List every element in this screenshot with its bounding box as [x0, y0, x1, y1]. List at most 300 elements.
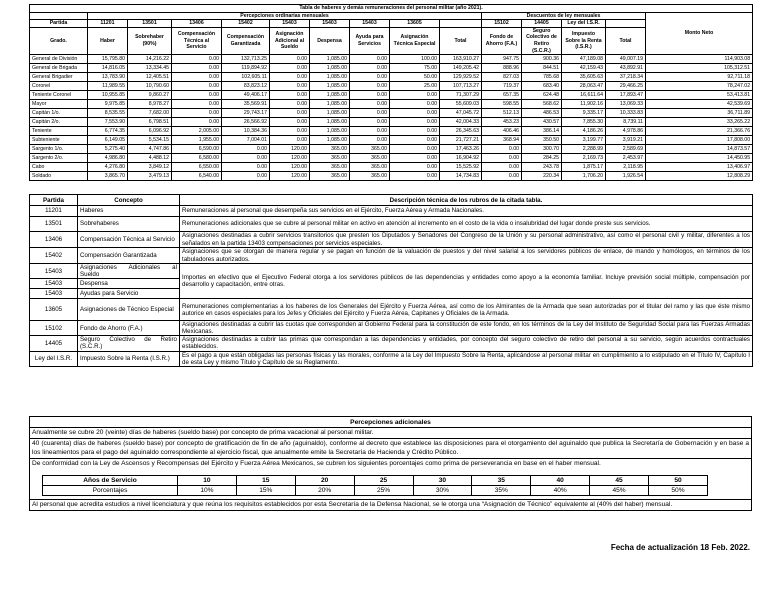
amount-cell: 1,085.00: [310, 64, 350, 73]
description-row: [30, 264, 753, 279]
partida-cell: 15403: [30, 289, 78, 299]
amount-cell: 0.00: [270, 55, 310, 64]
amount-cell: 0.00: [390, 163, 440, 172]
amount-cell: 3,479.13: [128, 172, 172, 181]
amount-cell: 430.57: [522, 118, 562, 127]
col-header-seguro: Seguro Colectivo de Retiro (S.C.R.): [522, 27, 562, 54]
concept-cell: Asignaciones Adicionales al Sueldo: [78, 264, 180, 279]
table-row: [30, 55, 753, 64]
grade-cell: General de Brigada: [30, 64, 88, 73]
amount-cell: 29,743.17: [222, 109, 270, 118]
amount-cell: 512.13: [482, 109, 522, 118]
years-cell: 40: [531, 475, 590, 485]
amount-cell: 0.00: [390, 91, 440, 100]
amount-cell: 42,004.33: [440, 118, 482, 127]
amount-cell: 0.00: [482, 172, 522, 181]
amount-cell: 0.00: [350, 82, 390, 91]
amount-cell: 1,085.00: [310, 91, 350, 100]
amount-cell: 0.00: [270, 118, 310, 127]
amount-cell: 0.00: [270, 91, 310, 100]
amount-cell: 35,605.63: [562, 73, 606, 82]
additional-header: Percepciones adicionales: [30, 417, 752, 428]
concept-cell: Fondo de Ahorro (F.A.): [78, 321, 180, 336]
years-cell: 20: [295, 475, 354, 485]
amount-cell: 0.00: [390, 145, 440, 154]
amount-cell: 42,159.43: [562, 64, 606, 73]
amount-cell: 4,747.86: [128, 145, 172, 154]
partida-cell: Ley del I.S.R.: [30, 351, 78, 366]
concept-cell: Compensación Garantizada: [78, 248, 180, 264]
concept-cell: Ayudas para Servicio: [78, 289, 180, 299]
code-15403-a: 15403: [270, 20, 310, 28]
amount-cell: 10,955.85: [88, 91, 128, 100]
amount-cell: 0.00: [172, 82, 222, 91]
grade-cell: Teniente: [30, 127, 88, 136]
amount-cell: 1,085.00: [310, 73, 350, 82]
amount-cell: 6,096.92: [128, 127, 172, 136]
years-cell: 50: [649, 475, 708, 485]
amount-cell: 6,774.35: [88, 127, 128, 136]
amount-cell: 0.00: [390, 136, 440, 145]
description-cell: Asignaciones destinadas a cubrir las cuotas que corresponden al Gobierno Federal para la constitución de este fondo, en los términos de la Ley del Instituto de Seguridad Social para las Fuerzas Armadas Mexicanas.: [180, 321, 753, 336]
additional-p2: 40 (cuarenta) días de haberes (sueldo base) por concepto de gratificación de fin de año (aguinaldo), conforme al decreto que establece las disposiciones para el otorgamiento del aguinaldo que publica la Secretaría de Gobernación y en base a los lineamientos para el pago del aguinaldo correspondiente al ejercicio fiscal, que anualmente emite la Secretaría de Hacienda y Crédito Público.: [30, 439, 752, 459]
amount-cell: 365.00: [350, 172, 390, 181]
amount-cell: 28,063.47: [562, 82, 606, 91]
amount-cell: 7,682.00: [128, 109, 172, 118]
amount-cell: 15,525.92: [440, 163, 482, 172]
additional-table: [29, 416, 752, 511]
amount-cell: 0.00: [172, 73, 222, 82]
table-row: [30, 100, 753, 109]
description-row: [30, 206, 753, 217]
amount-cell: 300.70: [522, 145, 562, 154]
amount-cell: 9,975.85: [88, 100, 128, 109]
amount-cell: 17,463.26: [440, 145, 482, 154]
description-cell-shared: Importes en efectivo que el Ejecutivo Federal otorga a los servidores públicos de las dependencias y entidades como apoyo a la economía familiar. Incluye previsión social múltiple, compensación por desarrollo y capacitación, entre otras.: [180, 264, 753, 299]
amount-cell: 43,892.91: [606, 64, 646, 73]
grade-cell: Capitán 1/o.: [30, 109, 88, 118]
amount-cell: 6,590.00: [172, 145, 222, 154]
amount-cell: 105,312.51: [646, 64, 753, 73]
desc-header-descripcion: Descripción técnica de los rubros de la citada tabla.: [180, 195, 753, 206]
col-header-ayuda: Ayuda para Servicios: [350, 27, 390, 54]
amount-cell: 8,739.11: [606, 118, 646, 127]
col-header-haber: Haber: [88, 27, 128, 54]
concept-cell: Asignaciones de Técnico Especial: [78, 299, 180, 321]
amount-cell: 11,989.55: [88, 82, 128, 91]
amount-cell: 5,534.15: [128, 136, 172, 145]
amount-cell: 0.00: [350, 91, 390, 100]
column-name-row: [30, 27, 753, 54]
amount-cell: 49,406.17: [222, 91, 270, 100]
amount-cell: 14,734.83: [440, 172, 482, 181]
amount-cell: 0.00: [390, 109, 440, 118]
amount-cell: 2,118.95: [606, 163, 646, 172]
table-row: [30, 91, 753, 100]
description-row: [30, 351, 753, 366]
amount-cell: 17,893.47: [606, 91, 646, 100]
additional-p3-block: [30, 459, 752, 499]
percent-label: Porcentajes: [43, 485, 178, 495]
amount-cell: 120.00: [270, 154, 310, 163]
partida-cell: 13406: [30, 232, 78, 248]
amount-cell: 453.23: [482, 118, 522, 127]
amount-cell: 3,849.12: [128, 163, 172, 172]
amount-cell: 0.00: [482, 145, 522, 154]
description-cell: Es el pago a que están obligadas las personas físicas y las morales, conforme a la Ley del Impuesto Sobre la Renta, aplicándose al personal militar en cumplimiento a lo estipulado en el Título IV, Capítulo I de esta Ley y mismo Título y Capítulo de su Reglamento.: [180, 351, 753, 366]
table-title: Tabla de haberes y demás remuneraciones del personal militar (año 2021).: [30, 5, 753, 13]
amount-cell: 92,711.18: [646, 73, 753, 82]
amount-cell: 1,085.00: [310, 118, 350, 127]
amount-cell: 900.36: [522, 55, 562, 64]
amount-cell: 683.40: [522, 82, 562, 91]
code-15102: 15102: [482, 20, 522, 28]
amount-cell: 120.00: [270, 172, 310, 181]
amount-cell: 365.00: [310, 145, 350, 154]
amount-cell: 6,149.05: [88, 136, 128, 145]
amount-cell: 13,406.97: [646, 163, 753, 172]
amount-cell: 1,085.00: [310, 100, 350, 109]
amount-cell: 5,275.40: [88, 145, 128, 154]
concept-cell: Impuesto Sobre la Renta (I.S.R.): [78, 351, 180, 366]
amount-cell: 0.00: [390, 100, 440, 109]
amount-cell: 21,366.76: [646, 127, 753, 136]
description-row: [30, 232, 753, 248]
amount-cell: 14,450.95: [646, 154, 753, 163]
amount-cell: 13,334.45: [128, 64, 172, 73]
amount-cell: 17,808.00: [646, 136, 753, 145]
table-row: [30, 136, 753, 145]
amount-cell: 1,955.00: [172, 136, 222, 145]
amount-cell: 132,713.25: [222, 55, 270, 64]
amount-cell: 365.00: [310, 163, 350, 172]
years-label: Años de Servicio: [43, 475, 178, 485]
description-cell: Remuneraciones al personal que desempeña sus servicios en el Ejército, Fuerza Aérea y Armada Nacionales.: [180, 206, 753, 217]
table-row: [30, 172, 753, 181]
amount-cell: 220.34: [522, 172, 562, 181]
percent-cell: 15%: [236, 485, 295, 495]
percent-cell: 20%: [295, 485, 354, 495]
amount-cell: 0.00: [350, 64, 390, 73]
partida-cell: 15102: [30, 321, 78, 336]
col-header-garantizada: Compensación Garantizada: [222, 27, 270, 54]
code-13406: 13406: [172, 20, 222, 28]
amount-cell: 1,875.17: [562, 163, 606, 172]
amount-cell: 26,345.63: [440, 127, 482, 136]
amount-cell: 0.00: [172, 100, 222, 109]
amount-cell: 1,926.54: [606, 172, 646, 181]
amount-cell: 0.00: [390, 154, 440, 163]
grade-cell: Coronel: [30, 82, 88, 91]
amount-cell: 149,205.42: [440, 64, 482, 73]
percent-cell: 50%: [649, 485, 708, 495]
table-row: [30, 127, 753, 136]
col-header-sobrehaber: Sobrehaber (90%): [128, 27, 172, 54]
percent-row: [43, 485, 708, 495]
table-row: [30, 163, 753, 172]
table-row: [30, 64, 753, 73]
concept-cell: Compensación Técnica al Servicio: [78, 232, 180, 248]
code-14405: 14405: [522, 20, 562, 28]
amount-cell: 0.00: [172, 55, 222, 64]
amount-cell: 0.00: [482, 163, 522, 172]
amount-cell: 11,902.16: [562, 100, 606, 109]
amount-cell: 657.35: [482, 91, 522, 100]
amount-cell: 947.75: [482, 55, 522, 64]
amount-cell: 10,790.60: [128, 82, 172, 91]
desc-header-concepto: Concepto: [78, 195, 180, 206]
amount-cell: 8,535.55: [88, 109, 128, 118]
additional-p4: Al personal que acredita estudios a nivel licenciatura y que reúna los requisitos establecidos por esta Secretaría de la Defensa Nacional, se le otorga una “Asignación de Técnico” equivalente al (40% del haber) mensual.: [30, 499, 752, 510]
amount-cell: 0.00: [350, 100, 390, 109]
amount-cell: 1,085.00: [310, 127, 350, 136]
concept-cell: Despensa: [78, 279, 180, 289]
amount-cell: 0.00: [350, 118, 390, 127]
amount-cell: 0.00: [172, 91, 222, 100]
concept-cell: Sobrehaberes: [78, 217, 180, 232]
amount-cell: 13,783.90: [88, 73, 128, 82]
amount-cell: 14,216.22: [128, 55, 172, 64]
amount-cell: 719.37: [482, 82, 522, 91]
amount-cell: 100.00: [390, 55, 440, 64]
update-date: Fecha de actualización 18 Feb. 2022.: [610, 543, 750, 552]
amount-cell: 16,904.92: [440, 154, 482, 163]
percent-cell: 10%: [178, 485, 237, 495]
amount-cell: 0.00: [350, 109, 390, 118]
amount-cell: 33,265.22: [646, 118, 753, 127]
amount-cell: 0.00: [270, 73, 310, 82]
amount-cell: 83,823.12: [222, 82, 270, 91]
amount-cell: 0.00: [172, 118, 222, 127]
amount-cell: 6,798.51: [128, 118, 172, 127]
years-cell: 25: [354, 475, 413, 485]
col-header-asig-tecnica: Asignación Técnica Especial: [390, 27, 440, 54]
amount-cell: 284.25: [522, 154, 562, 163]
partida-cell: 15403: [30, 264, 78, 279]
partida-cell: 13605: [30, 299, 78, 321]
amount-cell: 888.96: [482, 64, 522, 73]
amount-cell: 2,169.73: [562, 154, 606, 163]
amount-cell: 386.14: [522, 127, 562, 136]
amount-cell: 4,986.80: [88, 154, 128, 163]
code-partida: Partida: [30, 20, 88, 28]
amount-cell: 365.00: [310, 154, 350, 163]
code-empty: [606, 20, 646, 28]
amount-cell: 785.68: [522, 73, 562, 82]
amount-cell: 102,605.11: [222, 73, 270, 82]
grade-cell: Soldado: [30, 172, 88, 181]
amount-cell: 4,978.86: [606, 127, 646, 136]
table-row: [30, 109, 753, 118]
amount-cell: 120.00: [270, 145, 310, 154]
amount-cell: 47,045.72: [440, 109, 482, 118]
years-cell: 45: [590, 475, 649, 485]
amount-cell: 365.00: [350, 154, 390, 163]
amount-cell: 2,005.00: [172, 127, 222, 136]
years-cell: 35: [472, 475, 531, 485]
table-row: [30, 73, 753, 82]
amount-cell: 13,069.33: [606, 100, 646, 109]
table-row: [30, 145, 753, 154]
code-15403-c: 15403: [350, 20, 390, 28]
amount-cell: 0.00: [390, 127, 440, 136]
amount-cell: 0.00: [270, 100, 310, 109]
amount-cell: 21,727.21: [440, 136, 482, 145]
amount-cell: 568.62: [522, 100, 562, 109]
amount-cell: 365.00: [350, 163, 390, 172]
grade-cell: Mayor: [30, 100, 88, 109]
grade-cell: General Brigadier: [30, 73, 88, 82]
amount-cell: 2,288.99: [562, 145, 606, 154]
amount-cell: 26,566.92: [222, 118, 270, 127]
amount-cell: 2,453.97: [606, 154, 646, 163]
description-row: [30, 299, 753, 321]
code-15403-b: 15403: [310, 20, 350, 28]
amount-cell: 25.00: [390, 82, 440, 91]
amount-cell: 120.00: [270, 163, 310, 172]
amount-cell: 4,276.80: [88, 163, 128, 172]
amount-cell: 55,609.03: [440, 100, 482, 109]
description-table: [29, 194, 753, 367]
amount-cell: 0.00: [222, 163, 270, 172]
amount-cell: 0.00: [270, 136, 310, 145]
col-header-tecnica: Compensación Técnica al Servicio: [172, 27, 222, 54]
amount-cell: 129,929.52: [440, 73, 482, 82]
amount-cell: 3,865.70: [88, 172, 128, 181]
description-row: [30, 321, 753, 336]
amount-cell: 29,466.25: [606, 82, 646, 91]
code-13605: 13605: [390, 20, 440, 28]
amount-cell: 598.55: [482, 100, 522, 109]
col-header-total-desc: Total: [606, 27, 646, 54]
amount-cell: 365.00: [350, 145, 390, 154]
partida-cell: 11201: [30, 206, 78, 217]
amount-cell: 0.00: [350, 136, 390, 145]
amount-cell: 1,085.00: [310, 55, 350, 64]
col-header-grado: Grado.: [30, 27, 88, 54]
amount-cell: 0.00: [172, 109, 222, 118]
table-row: [30, 82, 753, 91]
amount-cell: 1,706.20: [562, 172, 606, 181]
amount-cell: 406.46: [482, 127, 522, 136]
amount-cell: 4,488.12: [128, 154, 172, 163]
amount-cell: 50.00: [390, 73, 440, 82]
grade-cell: Teniente Coronel: [30, 91, 88, 100]
code-13501: 13501: [128, 20, 172, 28]
amount-cell: 8,978.27: [128, 100, 172, 109]
amount-cell: 35,569.91: [222, 100, 270, 109]
amount-cell: 844.51: [522, 64, 562, 73]
years-cell: 15: [236, 475, 295, 485]
amount-cell: 2,589.69: [606, 145, 646, 154]
amount-cell: 0.00: [270, 64, 310, 73]
col-header-impuesto: Impuesto Sobre la Renta (I.S.R.): [562, 27, 606, 54]
amount-cell: 624.48: [522, 91, 562, 100]
amount-cell: 0.00: [390, 118, 440, 127]
amount-cell: 14,816.05: [88, 64, 128, 73]
description-cell: Asignaciones destinadas a cubrir servicios transitorios que presten los Diputados y Senadores del Congreso de la Unión y su personal administrativo, así como el personal civil y militar, diferentes a los señalados en la partida 13403 compensaciones por servicios especiales.: [180, 232, 753, 248]
amount-cell: 0.00: [270, 82, 310, 91]
years-row: [43, 475, 708, 485]
additional-p1: Anualmente se cubre 20 (veinte) días de haberes (sueldo base) por concepto de prima vacacional al personal militar.: [30, 428, 752, 439]
amount-cell: 3,919.21: [606, 136, 646, 145]
amount-cell: 47,189.08: [562, 55, 606, 64]
amount-cell: 12,808.29: [646, 172, 753, 181]
col-header-despensa: Despensa: [310, 27, 350, 54]
amount-cell: 7,855.30: [562, 118, 606, 127]
partida-cell: 13501: [30, 217, 78, 232]
table-row: [30, 154, 753, 163]
amount-cell: 1,085.00: [310, 82, 350, 91]
grade-cell: General de División: [30, 55, 88, 64]
years-cell: 30: [413, 475, 472, 485]
amount-cell: 0.00: [222, 154, 270, 163]
amount-cell: 10,333.83: [606, 109, 646, 118]
partida-cell: 14405: [30, 336, 78, 351]
amount-cell: 12,405.51: [128, 73, 172, 82]
col-header-neto: Monto Neto: [646, 12, 753, 55]
amount-cell: 3,199.77: [562, 136, 606, 145]
amount-cell: 14,873.57: [646, 145, 753, 154]
description-cell: Asignaciones que se otorgan de manera regular y se pagan en función de la valuación de puestos y del nivel salarial a los servidores públicos de enlace, de mando y homólogos, en términos de los tabuladores autorizados.: [180, 248, 753, 264]
amount-cell: 119,894.92: [222, 64, 270, 73]
amount-cell: 243.78: [522, 163, 562, 172]
amount-cell: 0.00: [482, 154, 522, 163]
percent-cell: 25%: [354, 485, 413, 495]
amount-cell: 75.00: [390, 64, 440, 73]
amount-cell: 49,007.19: [606, 55, 646, 64]
amount-cell: 0.00: [222, 172, 270, 181]
amount-cell: 368.94: [482, 136, 522, 145]
amount-cell: 4,186.26: [562, 127, 606, 136]
amount-cell: 36,711.89: [646, 109, 753, 118]
amount-cell: 9,335.17: [562, 109, 606, 118]
grade-cell: Sargento 2/o.: [30, 154, 88, 163]
concept-cell: Seguro Colectivo de Retiro (S.C.R.): [78, 336, 180, 351]
amount-cell: 0.00: [222, 145, 270, 154]
group-header-ordinarias: Percepciones ordinarias mensuales: [88, 12, 482, 20]
description-body: [30, 206, 753, 367]
amount-cell: 9,860.27: [128, 91, 172, 100]
grade-cell: Cabo: [30, 163, 88, 172]
concept-cell: Haberes: [78, 206, 180, 217]
percent-cell: 40%: [531, 485, 590, 495]
partida-cell: 15403: [30, 279, 78, 289]
amount-cell: 350.50: [522, 136, 562, 145]
percent-cell: 45%: [590, 485, 649, 495]
code-11201: 11201: [88, 20, 128, 28]
desc-header-partida: Partida: [30, 195, 78, 206]
amount-cell: 37,218.34: [606, 73, 646, 82]
amount-cell: 365.00: [310, 172, 350, 181]
salary-table: [29, 4, 753, 181]
group-header-descuentos: Descuentos de ley mensuales: [482, 12, 646, 20]
amount-cell: 7,004.01: [222, 136, 270, 145]
amount-cell: 1,085.00: [310, 136, 350, 145]
percent-cell: 35%: [472, 485, 531, 495]
col-header-fondo: Fondo de Ahorro (F.A.): [482, 27, 522, 54]
amount-cell: 15,795.80: [88, 55, 128, 64]
amount-cell: 53,413.81: [646, 91, 753, 100]
amount-cell: 6,580.00: [172, 154, 222, 163]
amount-cell: 827.03: [482, 73, 522, 82]
percent-cell: 30%: [413, 485, 472, 495]
grade-cell: Sargento 1/o.: [30, 145, 88, 154]
grade-cell: Subteniente: [30, 136, 88, 145]
table-row: [30, 118, 753, 127]
amount-cell: 114,903.08: [646, 55, 753, 64]
description-cell: Asignaciones destinadas a cubrir las primas que correspondan a las dependencias y entidades, por concepto del seguro colectivo de retiro del personal a su servicio, según acuerdos contractuales establecidos.: [180, 336, 753, 351]
